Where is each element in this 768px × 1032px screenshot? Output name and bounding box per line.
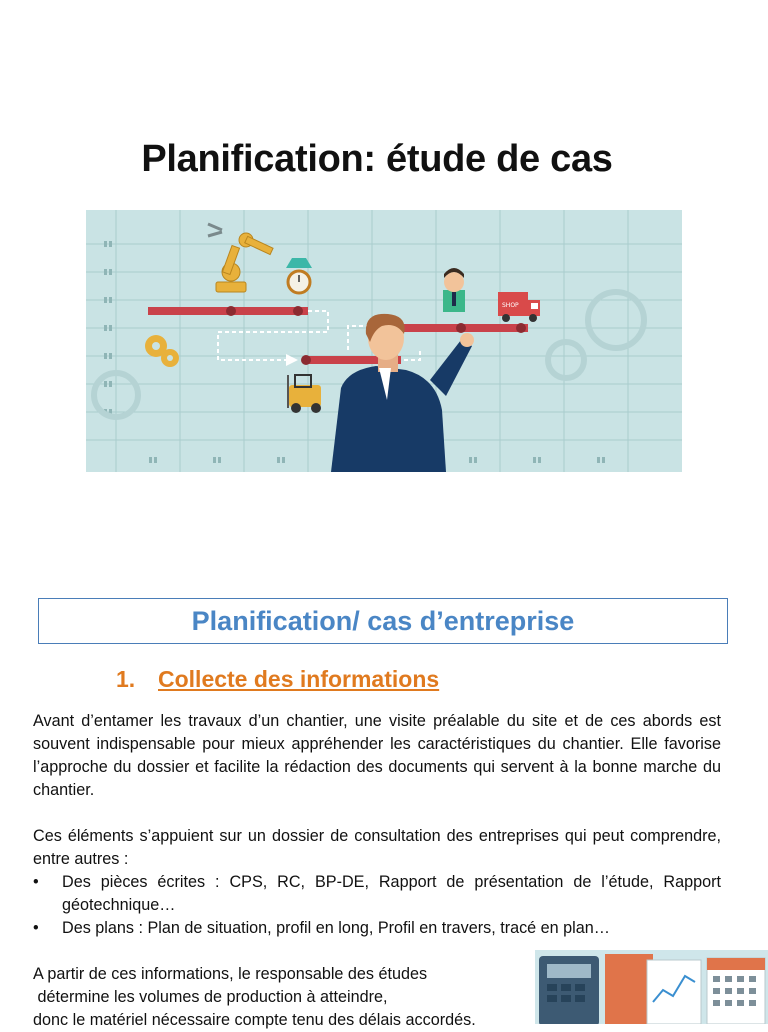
heading-text: Collecte des informations [158,666,440,692]
paragraph-3 [33,963,533,1032]
list-item [33,871,721,917]
section-title-box [38,598,728,644]
bullet-marker: • [33,873,39,891]
section-title: Planification/ cas d’entreprise [191,606,575,636]
list-item [33,917,721,940]
paragraph-1: Avant d’entamer les travaux d’un chantier, une visite préalable du site et de ces abords est souvent indispensable pour mieux appréhender les caractéristiques du chantier. Elle favorise l’approche du dossier et facilite la rédaction des documents qui servent à la bonne marche du chantier. [33,712,721,799]
paragraph-2: Ces éléments s’appuient sur un dossier de consultation des entreprises qui peut comprendre, entre autres : [33,827,721,868]
office-illustration [535,950,768,1024]
paragraph-3-line-3: donc le matériel nécessaire compte tenu des délais accordés. [33,1011,476,1029]
paragraph-3-line-1: A partir de ces informations, le responsable des études [33,965,428,983]
list-item-text: Des pièces écrites : CPS, RC, BP-DE, Rapport de présentation de l’étude, Rapport géotechnique… [62,873,721,914]
section-heading [116,666,439,693]
paragraph-3-line-2: détermine les volumes de production à atteindre, [33,988,388,1006]
heading-number: 1. [116,666,136,692]
planning-illustration [86,210,682,472]
bullet-marker: • [33,919,39,937]
list-item-text: Des plans : Plan de situation, profil en long, Profil en travers, tracé en plan… [62,919,610,937]
truck-label: SHOP [502,302,519,309]
page-title: Planification: étude de cas [141,138,613,180]
document-list [33,871,721,940]
